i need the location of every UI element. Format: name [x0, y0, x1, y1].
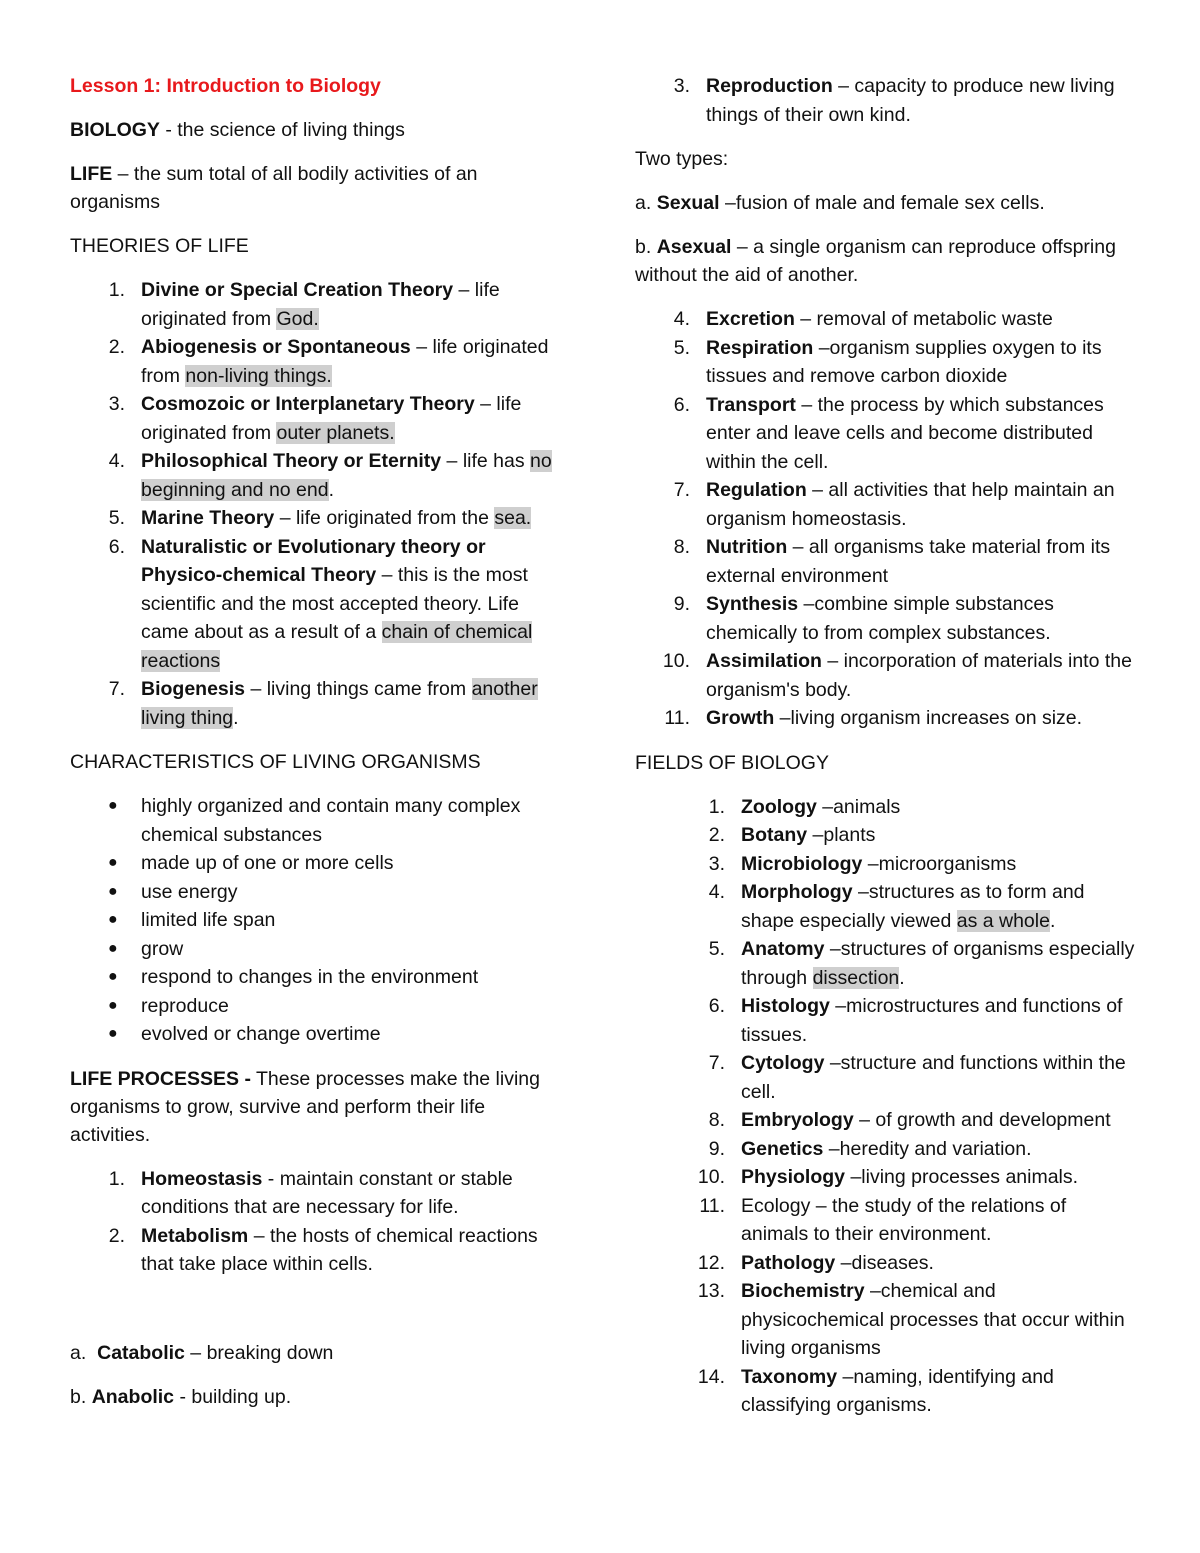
- item-definition: – all organisms take material from its external environment: [706, 536, 1111, 587]
- item-term: Abiogenesis or Spontaneous: [141, 336, 411, 358]
- item-definition: –structure and functions within the cell.: [741, 1052, 1126, 1103]
- item-term: Pathology: [741, 1251, 836, 1274]
- list-item: [635, 992, 1135, 1049]
- item-number: 3.: [708, 852, 725, 875]
- reproduction-list: [635, 72, 1135, 129]
- characteristics-heading: CHARACTERISTICS OF LIVING ORGANISMS: [70, 751, 481, 773]
- anabolic-item: b. Anabolic - building up.: [70, 1385, 292, 1408]
- item-number: 3.: [108, 393, 125, 415]
- theories-heading: THEORIES OF LIFE: [70, 235, 249, 257]
- item-definition: – life originated from: [141, 393, 522, 444]
- item-highlight: sea.: [494, 507, 532, 529]
- item-definition: – life originated from: [141, 336, 549, 387]
- item-highlight: dissection: [812, 966, 900, 989]
- item-number: 8.: [673, 536, 690, 558]
- item-definition: –heredity and variation.: [823, 1137, 1032, 1160]
- item-term: Philosophical Theory or Eternity: [141, 450, 442, 472]
- item-number: 1.: [108, 1167, 125, 1190]
- item-number: 11.: [664, 707, 690, 729]
- item-term: Botany: [741, 824, 808, 846]
- list-item: [635, 1135, 1135, 1164]
- bullet-item: [70, 906, 570, 935]
- item-highlight: as a whole: [956, 909, 1050, 932]
- bullet-icon: ●: [108, 797, 118, 814]
- item-definition: – living things came from: [245, 678, 472, 700]
- catabolic-item: a. Catabolic – breaking down: [70, 1341, 334, 1364]
- item-definition: –microstructures and functions of tissues.: [741, 995, 1123, 1046]
- item-definition: – all activities that help maintain an organism homeostasis.: [706, 479, 1115, 530]
- item-term: Physiology: [741, 1166, 846, 1188]
- item-term: Marine Theory: [141, 507, 275, 529]
- list-item: 3. Reproduction – capacity to produce new living things of their own kind.: [673, 75, 1115, 126]
- list-item: [70, 276, 570, 333]
- item-highlight: non-living things.: [185, 364, 332, 387]
- item-term: Metabolism: [141, 1224, 249, 1247]
- item-term: Embryology: [741, 1109, 854, 1131]
- list-item: [70, 333, 570, 390]
- bullet-item: [70, 935, 570, 964]
- item-suffix: .: [233, 706, 239, 729]
- item-number: 10.: [697, 1166, 725, 1188]
- bullet-item: [70, 992, 570, 1021]
- item-number: 14.: [697, 1365, 725, 1388]
- item-number: 2.: [708, 824, 725, 846]
- biology-definition: BIOLOGY - the science of living things: [70, 119, 405, 141]
- item-number: 7.: [708, 1052, 725, 1074]
- item-definition: –diseases.: [835, 1251, 934, 1274]
- list-item: [635, 793, 1135, 822]
- item-number: 9.: [673, 593, 690, 615]
- bullet-icon: ●: [108, 854, 118, 871]
- item-highlight: another living thing: [141, 678, 538, 729]
- item-number: 5.: [673, 336, 690, 359]
- item-number: 9.: [708, 1137, 725, 1160]
- item-definition: –chemical and physicochemical processes that occur within living organisms: [741, 1280, 1125, 1359]
- life-processes-intro: LIFE PROCESSES - These processes make the living organisms to grow, survive and perform their life activities.: [70, 1067, 540, 1146]
- left-column: [70, 72, 570, 1427]
- asexual-item: b. Asexual – a single organism can reproduce offspring without the aid of another.: [635, 236, 1116, 286]
- item-term: Genetics: [741, 1137, 824, 1160]
- item-definition: –microorganisms: [862, 852, 1017, 875]
- list-item: [70, 447, 570, 504]
- bullet-text: respond to changes in the environment: [141, 966, 479, 988]
- item-definition: –structures as to form and shape especially viewed: [741, 881, 1085, 932]
- list-item: [635, 1192, 1135, 1249]
- life-processes-list-b: [635, 305, 1135, 733]
- bullet-text: limited life span: [141, 909, 276, 931]
- list-item: [635, 1277, 1135, 1363]
- item-number: 8.: [708, 1109, 725, 1131]
- item-definition: –living processes animals.: [845, 1166, 1079, 1188]
- item-term: Synthesis: [706, 593, 799, 615]
- item-definition: –organism supplies oxygen to its tissues and remove carbon dioxide: [706, 336, 1102, 387]
- item-term: Zoology: [741, 795, 817, 818]
- item-definition: –animals: [816, 795, 901, 818]
- list-item: [70, 504, 570, 533]
- theories-list: [70, 276, 570, 732]
- list-item: [635, 1049, 1135, 1106]
- list-item: [70, 675, 570, 732]
- item-definition: Ecology – the study of the relations of animals to their environment.: [741, 1194, 1067, 1245]
- item-suffix: .: [899, 966, 905, 989]
- list-item: [635, 935, 1135, 992]
- item-number: 7.: [673, 479, 690, 501]
- item-term: Respiration: [706, 336, 814, 359]
- item-number: 4.: [708, 881, 725, 903]
- item-number: 7.: [108, 678, 125, 700]
- item-term: Biochemistry: [741, 1280, 865, 1302]
- list-item: [70, 533, 570, 676]
- item-highlight: outer planets.: [276, 421, 395, 444]
- item-number: 10.: [662, 650, 690, 672]
- item-term: Assimilation: [706, 650, 822, 672]
- bullet-item: [70, 963, 570, 992]
- item-definition: –plants: [807, 824, 876, 846]
- item-suffix: .: [328, 478, 335, 501]
- bullet-icon: ●: [108, 1025, 118, 1042]
- item-term: Transport: [706, 393, 796, 416]
- item-definition: – this is the most scientific and the most accepted theory. Life came about as a result of a: [141, 564, 528, 643]
- item-definition: –structures of organisms especially through: [741, 938, 1135, 989]
- bullet-text: use energy: [141, 880, 238, 903]
- list-item: [635, 821, 1135, 850]
- bullet-text: made up of one or more cells: [141, 852, 394, 874]
- item-number: 1.: [108, 279, 125, 301]
- list-item: [635, 1249, 1135, 1278]
- item-definition: – removal of metabolic waste: [794, 308, 1053, 330]
- item-definition: –combine simple substances chemically to from complex substances.: [706, 593, 1054, 644]
- item-term: Growth: [706, 707, 775, 729]
- bullet-icon: ●: [108, 882, 118, 900]
- item-term: Anatomy: [741, 938, 825, 960]
- bullet-icon: ●: [108, 968, 118, 985]
- bullet-icon: ●: [108, 996, 118, 1014]
- item-term: Cytology: [741, 1052, 825, 1074]
- list-item: [635, 533, 1135, 590]
- list-item: [635, 704, 1135, 733]
- item-definition: - maintain constant or stable conditions that are necessary for life.: [141, 1167, 513, 1218]
- life-processes-list-a: [70, 1165, 570, 1279]
- list-item: [70, 1165, 570, 1222]
- list-item: [635, 391, 1135, 477]
- bullet-icon: ●: [108, 911, 118, 928]
- list-item: [635, 1363, 1135, 1420]
- bullet-text: reproduce: [141, 994, 229, 1017]
- characteristics-list: [70, 792, 570, 1049]
- right-column: [635, 72, 1135, 1436]
- item-number: 4.: [673, 308, 690, 330]
- item-term: Homeostasis: [141, 1167, 263, 1190]
- bullet-item: [70, 1020, 570, 1049]
- item-number: 6.: [708, 995, 725, 1017]
- item-number: 13.: [697, 1280, 725, 1302]
- bullet-item: [70, 878, 570, 907]
- item-number: 6.: [108, 535, 125, 558]
- item-definition: – the hosts of chemical reactions that take place within cells.: [141, 1224, 538, 1275]
- life-definition: LIFE – the sum total of all bodily activities of an organisms: [70, 163, 478, 213]
- list-item: [635, 1163, 1135, 1192]
- item-number: 2.: [108, 336, 125, 358]
- list-item: [635, 850, 1135, 879]
- list-item: [70, 1222, 570, 1279]
- item-term: Regulation: [706, 479, 807, 501]
- list-item: [635, 1106, 1135, 1135]
- item-highlight: chain of chemical reactions: [141, 621, 533, 672]
- bullet-text: highly organized and contain many complex chemical substances: [141, 795, 521, 846]
- lesson-title: Lesson 1: Introduction to Biology: [70, 75, 381, 97]
- item-term: Nutrition: [706, 536, 788, 558]
- item-number: 2.: [108, 1224, 125, 1247]
- item-definition: – life originated from the: [274, 507, 495, 529]
- item-term: Taxonomy: [741, 1365, 838, 1388]
- bullet-text: grow: [141, 937, 184, 960]
- list-item: [635, 647, 1135, 704]
- fields-list: [635, 793, 1135, 1420]
- item-number: 11.: [699, 1194, 725, 1217]
- item-number: 5.: [108, 507, 125, 529]
- item-term: Cosmozoic or Interplanetary Theory: [141, 393, 475, 415]
- item-term: Biogenesis: [141, 678, 246, 700]
- bullet-text: evolved or change overtime: [141, 1023, 381, 1045]
- list-item: [635, 476, 1135, 533]
- item-term: Divine or Special Creation Theory: [141, 279, 454, 301]
- item-term: Morphology: [741, 881, 853, 903]
- bullet-item: [70, 849, 570, 878]
- item-term: Histology: [741, 995, 830, 1017]
- list-item: [635, 334, 1135, 391]
- item-suffix: .: [1049, 909, 1056, 932]
- item-definition: – of growth and development: [853, 1109, 1111, 1131]
- item-definition: – the process by which substances enter and leave cells and become distributed within the cell.: [706, 393, 1104, 473]
- item-definition: –naming, identifying and classifying organisms.: [741, 1365, 1054, 1416]
- fields-heading: FIELDS OF BIOLOGY: [635, 751, 829, 774]
- bullet-icon: ●: [108, 939, 118, 957]
- item-highlight: no beginning and no end: [141, 450, 552, 501]
- two-types-label: Two types:: [635, 148, 729, 170]
- item-number: 1.: [708, 795, 725, 818]
- item-number: 6.: [673, 393, 690, 416]
- item-term: Microbiology: [741, 852, 863, 875]
- item-definition: – life originated from: [141, 279, 500, 330]
- list-item: [635, 878, 1135, 935]
- list-item: [70, 390, 570, 447]
- list-item: [635, 305, 1135, 334]
- item-definition: – incorporation of materials into the organism's body.: [706, 650, 1132, 701]
- item-number: 12.: [697, 1251, 725, 1274]
- item-term: Naturalistic or Evolutionary theory or Physico-chemical Theory: [141, 535, 486, 586]
- item-definition: –living organism increases on size.: [774, 707, 1083, 729]
- item-number: 4.: [108, 450, 125, 472]
- bullet-item: [70, 792, 570, 849]
- item-number: 5.: [708, 938, 725, 960]
- item-highlight: God.: [276, 307, 319, 330]
- item-term: Excretion: [706, 308, 795, 330]
- item-definition: – life has: [441, 450, 531, 472]
- sexual-item: a. Sexual –fusion of male and female sex cells.: [635, 192, 1045, 214]
- list-item: [635, 590, 1135, 647]
